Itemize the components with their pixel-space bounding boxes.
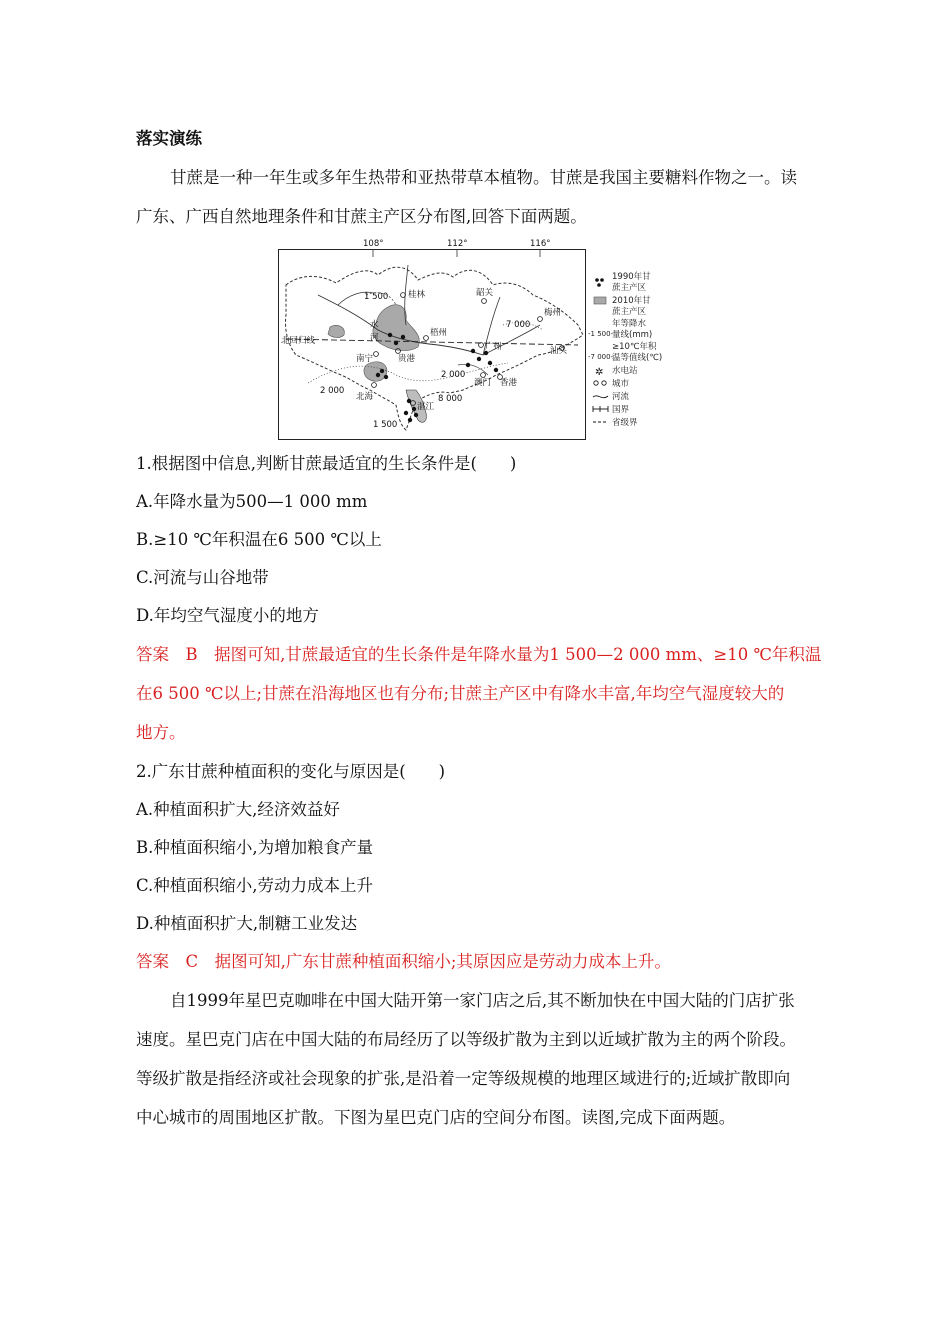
city-label-shaoguan: 韶关 bbox=[476, 288, 494, 298]
q1-option-b: B.≥10 ℃年积温在6 500 ℃以上 bbox=[136, 530, 382, 549]
legend-accum-temp-line1: ≥10℃年积 bbox=[612, 342, 657, 352]
city-label-hongkong: 香港 bbox=[500, 378, 518, 388]
city-label-beihai: 北海 bbox=[356, 392, 374, 402]
hydropower-icon: ✲ bbox=[595, 367, 604, 378]
q2-option-b: B.种植面积缩小,为增加粮食产量 bbox=[136, 838, 374, 857]
isoline-label-7000: 7 000 bbox=[506, 320, 531, 330]
isoline-label-2000-east: 2 000 bbox=[441, 370, 466, 380]
q1-stem: 1.根据图中信息,判断甘蔗最适宜的生长条件是( ) bbox=[136, 454, 517, 473]
legend-precip-symbol: -1 500- bbox=[588, 330, 614, 338]
passage-line-1: 自1999年星巴克咖啡在中国大陆开第一家门店之后,其不断加快在中国大陆的门店扩张 bbox=[170, 991, 795, 1010]
longitude-label-108: 108° bbox=[363, 239, 384, 249]
isoline-label-8000: 8 000 bbox=[438, 394, 463, 404]
q1-answer-line-2: 在6 500 ℃以上;甘蔗在沿海地区也有分布;甘蔗主产区中有降水丰富,年均空气湿度较大的 bbox=[136, 684, 785, 703]
city-label-guigang: 贵港 bbox=[398, 354, 416, 364]
q2-answer-line-1: 答案 C 据图可知,广东甘蔗种植面积缩小;其原因应是劳动力成本上升。 bbox=[136, 952, 671, 971]
q1-option-d: D.年均空气湿度小的地方 bbox=[136, 606, 319, 625]
q2-option-a: A.种植面积扩大,经济效益好 bbox=[136, 800, 340, 819]
q2-option-c: C.种植面积缩小,劳动力成本上升 bbox=[136, 876, 374, 895]
isoline-label-1500-south: 1 500 bbox=[373, 420, 398, 430]
city-label-wuzhou: 梧州 bbox=[430, 328, 448, 338]
section-title: 落实演练 bbox=[136, 129, 202, 148]
legend-river: 河流 bbox=[612, 392, 630, 402]
intro-line-1: 甘蔗是一种一年生或多年生热带和亚热带草本植物。甘蔗是我国主要糖料作物之一。读 bbox=[170, 168, 797, 187]
city-label-zhanjiang: 湛江 bbox=[417, 402, 435, 412]
sugarcane-map-figure bbox=[278, 235, 670, 441]
city-label-shantou: 汕头 bbox=[550, 346, 568, 356]
legend-accum-temp-line2: 温等值线(℃) bbox=[612, 353, 663, 363]
legend-precip-line2: 量线(mm) bbox=[612, 330, 653, 340]
legend-1990-line2: 蔗主产区 bbox=[612, 283, 647, 293]
q2-stem: 2.广东甘蔗种植面积的变化与原因是( ) bbox=[136, 762, 446, 781]
river-label-he: 河 bbox=[370, 333, 379, 343]
legend-precip-line1: 年等降水 bbox=[612, 319, 647, 329]
isoline-label-1500-north: 1 500 bbox=[364, 292, 389, 302]
isoline-label-2000-west: 2 000 bbox=[320, 386, 345, 396]
legend-2010-line1: 2010年甘 bbox=[612, 296, 651, 306]
legend-1990-line1: 1990年甘 bbox=[612, 272, 651, 282]
passage-line-4: 中心城市的周围地区扩散。下图为星巴克门店的空间分布图。读图,完成下面两题。 bbox=[136, 1108, 736, 1127]
city-label-guilin: 桂林 bbox=[408, 290, 426, 300]
sugarcane-map bbox=[278, 235, 670, 441]
legend-city: 城市 bbox=[612, 379, 630, 389]
q1-option-a: A.年降水量为500—1 000 mm bbox=[136, 492, 368, 511]
city-label-guangzhou: 广州 bbox=[485, 342, 503, 352]
q1-answer-line-3: 地方。 bbox=[136, 723, 186, 742]
map-legend bbox=[588, 271, 662, 428]
longitude-label-112: 112° bbox=[447, 239, 468, 249]
q1-answer-line-1: 答案 B 据图可知,甘蔗最适宜的生长条件是年降水量为1 500—2 000 mm、≥10 ℃年积温 bbox=[136, 645, 822, 664]
legend-provincial-border: 省级界 bbox=[612, 418, 638, 428]
legend-2010-line2: 蔗主产区 bbox=[612, 307, 647, 317]
passage-line-2: 速度。星巴克门店在中国大陆的布局经历了以等级扩散为主到以近域扩散为主的两个阶段。 bbox=[136, 1030, 796, 1049]
city-label-meizhou: 梅州 bbox=[544, 308, 562, 318]
passage-line-3: 等级扩散是指经济或社会现象的扩张,是沿着一定等级规模的地理区域进行的;近域扩散即向 bbox=[136, 1069, 791, 1088]
tropic-of-cancer-label: 北回归线 bbox=[281, 336, 316, 346]
city-label-nanning: 南宁 bbox=[356, 354, 374, 364]
legend-national-border: 国界 bbox=[612, 405, 630, 415]
intro-line-2: 广东、广西自然地理条件和甘蔗主产区分布图,回答下面两题。 bbox=[136, 207, 587, 226]
river-label-shui: 水 bbox=[370, 320, 379, 330]
q2-option-d: D.种植面积扩大,制糖工业发达 bbox=[136, 914, 358, 933]
longitude-label-116: 116° bbox=[530, 239, 551, 249]
city-label-macao: 澳门 bbox=[474, 378, 492, 388]
legend-hydropower: 水电站 bbox=[612, 366, 638, 376]
legend-accum-temp-symbol: -7 000- bbox=[588, 353, 614, 361]
q1-option-c: C.河流与山谷地带 bbox=[136, 568, 269, 587]
